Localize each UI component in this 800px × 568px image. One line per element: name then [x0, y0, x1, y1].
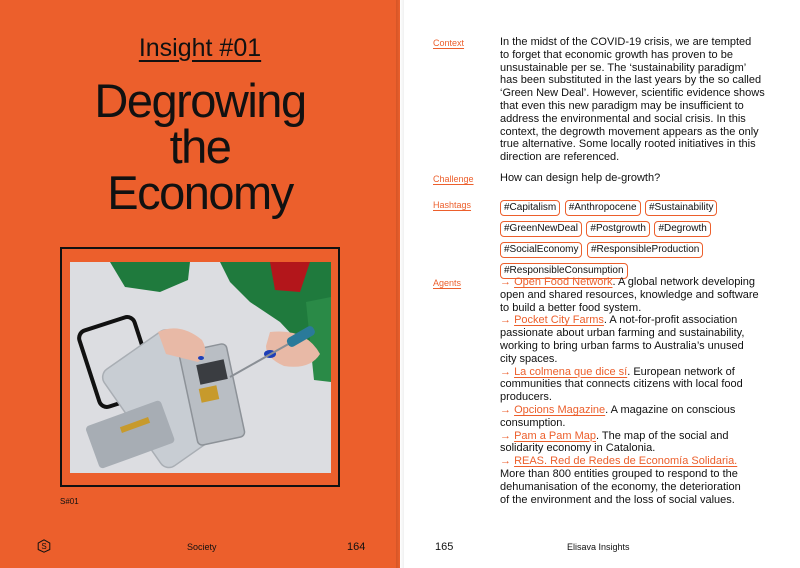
text-line: true alternative. Some locally rooted initiatives in this — [500, 138, 756, 151]
hashtag[interactable]: #Postgrowth — [586, 221, 650, 237]
agent-item — [500, 430, 772, 456]
agent-link[interactable]: Pam a Pam Map — [514, 429, 596, 442]
agent-link[interactable]: Opcions Magazine — [514, 403, 606, 416]
text-line — [500, 404, 772, 417]
agent-description: . A magazine on conscious — [605, 403, 736, 416]
hashtag-list — [500, 197, 760, 281]
page-title — [0, 74, 400, 219]
hashtag[interactable]: #GreenNewDeal — [500, 221, 582, 237]
text-line: More than 800 entities grouped to respond to the — [500, 467, 738, 480]
text-line: solidarity economy in Catalonia. — [500, 442, 656, 455]
text-line — [500, 366, 772, 379]
agent-item — [500, 276, 772, 314]
agents-label: Agents — [433, 278, 462, 288]
agent-description: . The map of the social and — [595, 429, 729, 442]
agent-item — [500, 366, 772, 404]
svg-text:S: S — [41, 542, 47, 551]
text-line: has been substituted in the last years by the so called — [500, 74, 762, 87]
footer-section: Society — [187, 542, 217, 552]
text-line: In the midst of the COVID-19 crisis, we are tempted — [500, 36, 752, 48]
title-line: the — [169, 120, 231, 173]
arrow-right-icon: → — [500, 314, 511, 327]
text-line: address the environmental and social crisis. In this — [500, 112, 746, 125]
title-line: Economy — [107, 166, 293, 219]
agent-description: . A global network developing — [612, 276, 755, 288]
phone-repair-photo — [70, 262, 331, 473]
hashtag[interactable]: #ResponsibleConsumption — [500, 263, 628, 279]
context-label: Context — [433, 38, 465, 48]
hashtag[interactable]: #Sustainability — [645, 200, 717, 216]
footer-publication: Elisava Insights — [567, 542, 630, 552]
text-line: context, the degrowth movement appears as the only — [500, 125, 759, 138]
agent-link[interactable]: Open Food Network — [514, 276, 613, 288]
text-line: to forget that economic growth has proven to be — [500, 48, 733, 61]
text-line: communities that connects citizens with local food — [500, 378, 743, 391]
insight-number: Insight #01 — [138, 34, 262, 62]
arrow-right-icon: → — [500, 403, 511, 416]
title-line: Degrowing — [94, 74, 306, 127]
right-page — [400, 0, 800, 568]
s-circle-icon — [37, 539, 51, 553]
arrow-right-icon: → — [500, 455, 511, 468]
hashtag[interactable]: #ResponsibleProduction — [587, 242, 703, 258]
text-line — [500, 314, 772, 327]
hashtag[interactable]: #SocialEconomy — [500, 242, 582, 258]
context-text — [500, 36, 772, 164]
text-line: city spaces. — [500, 352, 558, 365]
agent-link[interactable]: La colmena que dice sí — [514, 365, 628, 378]
text-line: that even this new paradigm may be insufficient to — [500, 99, 744, 112]
text-line: direction are referenced. — [500, 151, 620, 164]
text-line: of the environment and the loss of social values. — [500, 493, 735, 506]
hashtag[interactable]: #Capitalism — [500, 200, 560, 216]
hashtags-label: Hashtags — [433, 200, 472, 210]
text-line: consumption. — [500, 416, 566, 429]
text-line: unsustainable per se. The ‘sustainability paradigm’ — [500, 61, 747, 74]
text-line: ‘Green New Deal’. However, scientific evidence shows — [500, 87, 765, 100]
hashtag[interactable]: #Degrowth — [654, 221, 710, 237]
arrow-right-icon: → — [500, 429, 511, 442]
text-line — [500, 276, 772, 289]
challenge-label: Challenge — [433, 174, 474, 184]
text-line: open and shared resources, knowledge and software — [500, 288, 759, 301]
text-line — [500, 430, 772, 443]
hashtag[interactable]: #Anthropocene — [565, 200, 641, 216]
challenge-text: How can design help de-growth? — [500, 172, 661, 184]
agent-description: . European network of — [627, 365, 735, 378]
text-line: producers. — [500, 391, 552, 404]
text-line: passionate about urban farming and sustainability, — [500, 327, 745, 340]
agent-item — [500, 455, 772, 506]
text-line: working to bring urban farms to Australia’s unused — [500, 339, 744, 352]
image-reference: S#01 — [60, 497, 79, 506]
agent-link[interactable]: Pocket City Farms — [514, 314, 604, 327]
text-line: to build a better food system. — [500, 301, 642, 314]
page-number-right: 165 — [435, 541, 454, 553]
agents-list — [500, 276, 772, 506]
agent-item — [500, 404, 772, 430]
text-line: dehumanisation of the economy, the deterioration — [500, 480, 741, 493]
agent-item — [500, 314, 772, 365]
text-line — [500, 455, 772, 468]
arrow-right-icon: → — [500, 276, 511, 288]
page-number-left: 164 — [347, 541, 366, 553]
agent-description: . A not-for-profit association — [603, 314, 738, 327]
arrow-right-icon: → — [500, 365, 511, 378]
agent-link[interactable]: REAS. Red de Redes de Economía Solidaria. — [514, 455, 738, 468]
